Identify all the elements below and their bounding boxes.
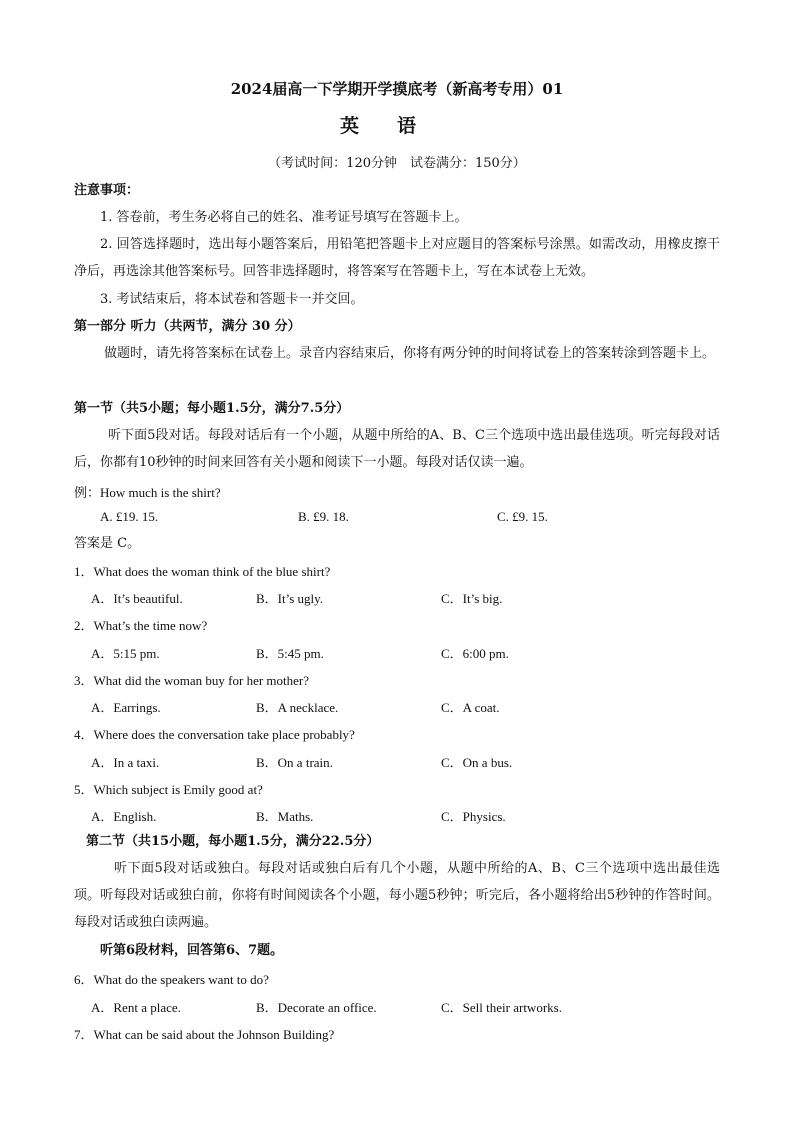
part-one-instruction: 做题时，请先将答案标在试卷上。录音内容结束后，你将有两分钟的时间将试卷上的答案转涂到答题卡上。 [104,346,716,361]
question-2-option-a: A．5:15 pm. [91,646,160,661]
example-option-c: C. £9. 15. [497,509,548,524]
question-3-option-a: A．Earrings. [91,700,161,715]
material-6-heading: 听第6段材料，回答第6、7题。 [100,943,284,958]
question-3: 3．What did the woman buy for her mother? [74,673,310,688]
exam-title: 2024届高一下学期开学摸底考（新高考专用）01 [230,80,564,98]
part-one-heading: 第一部分 听力（共两节，满分 30 分） [74,319,301,334]
question-4-option-b: B．On a train. [256,755,333,770]
question-1-option-a: A．It’s beautiful. [91,591,183,606]
question-5-option-c: C．Physics. [441,809,506,824]
question-5-option-b: B．Maths. [256,809,314,824]
subject-title: 英语 [339,115,454,137]
example-question: 例：How much is the shirt? [74,485,221,500]
section-two-heading: 第二节（共15小题，每小题1.5分，满分22.5分） [86,834,380,849]
question-2-option-b: B．5:45 pm. [256,646,324,661]
section-one-heading: 第一节（共5小题；每小题1.5分，满分7.5分） [74,401,350,416]
question-4: 4．Where does the conversation take place probably? [74,727,355,742]
question-3-option-c: C．A coat. [441,700,500,715]
example-option-b: B. £9. 18. [298,509,349,524]
example-answer: 答案是 C。 [74,536,141,551]
notice-heading: 注意事项： [74,183,140,198]
question-6-option-a: A．Rent a place. [91,1000,181,1015]
question-6-option-c: C．Sell their artworks. [441,1000,562,1015]
question-1: 1．What does the woman think of the blue shirt? [74,564,331,579]
question-1-option-c: C．It’s big. [441,591,503,606]
question-1-option-b: B．It’s ugly. [256,591,324,606]
example-option-a: A. £19. 15. [100,509,159,524]
question-3-option-b: B．A necklace. [256,700,339,715]
question-2: 2．What’s the time now? [74,618,208,633]
question-4-option-c: C．On a bus. [441,755,513,770]
question-6-option-b: B．Decorate an office. [256,1000,377,1015]
section-two-instruction: 听下面5段对话或独白。每段对话或独白后有几个小题，从题中所给的A、B、C三个选项中选出最佳选项。听每段对话或独白前，你将有时间阅读各个小题，每小题5秒钟；听完后，各小题将给出5秒钟的作答时间。每段对话或独白读两遍。 [74,861,720,930]
notice-item-2: 2. 回答选择题时，选出每小题答案后，用铅笔把答题卡上对应题目的答案标号涂黑。如需改动，用橡皮擦干净后，再选涂其他答案标号。回答非选择题时，将答案写在答题卡上，写在本试卷上无效。 [74,237,720,279]
section-one-instruction: 听下面5段对话。每段对话后有一个小题，从题中所给的A、B、C三个选项中选出最佳选项。听完每段对话后，你都有10秒钟的时间来回答有关小题和阅读下一小题。每段对话仅读一遍。 [74,428,720,470]
question-7: 7．What can be said about the Johnson Building? [74,1027,335,1042]
exam-info: （考试时间：120分钟 试卷满分：150分） [268,156,526,171]
question-5: 5．Which subject is Emily good at? [74,782,263,797]
notice-item-3: 3. 考试结束后，将本试卷和答题卡一并交回。 [100,292,364,307]
question-5-option-a: A．English. [91,809,157,824]
notice-item-1: 1. 答卷前，考生务必将自己的姓名、准考证号填写在答题卡上。 [100,210,468,225]
question-2-option-c: C．6:00 pm. [441,646,509,661]
question-4-option-a: A．In a taxi. [91,755,160,770]
question-6: 6．What do the speakers want to do? [74,972,269,987]
